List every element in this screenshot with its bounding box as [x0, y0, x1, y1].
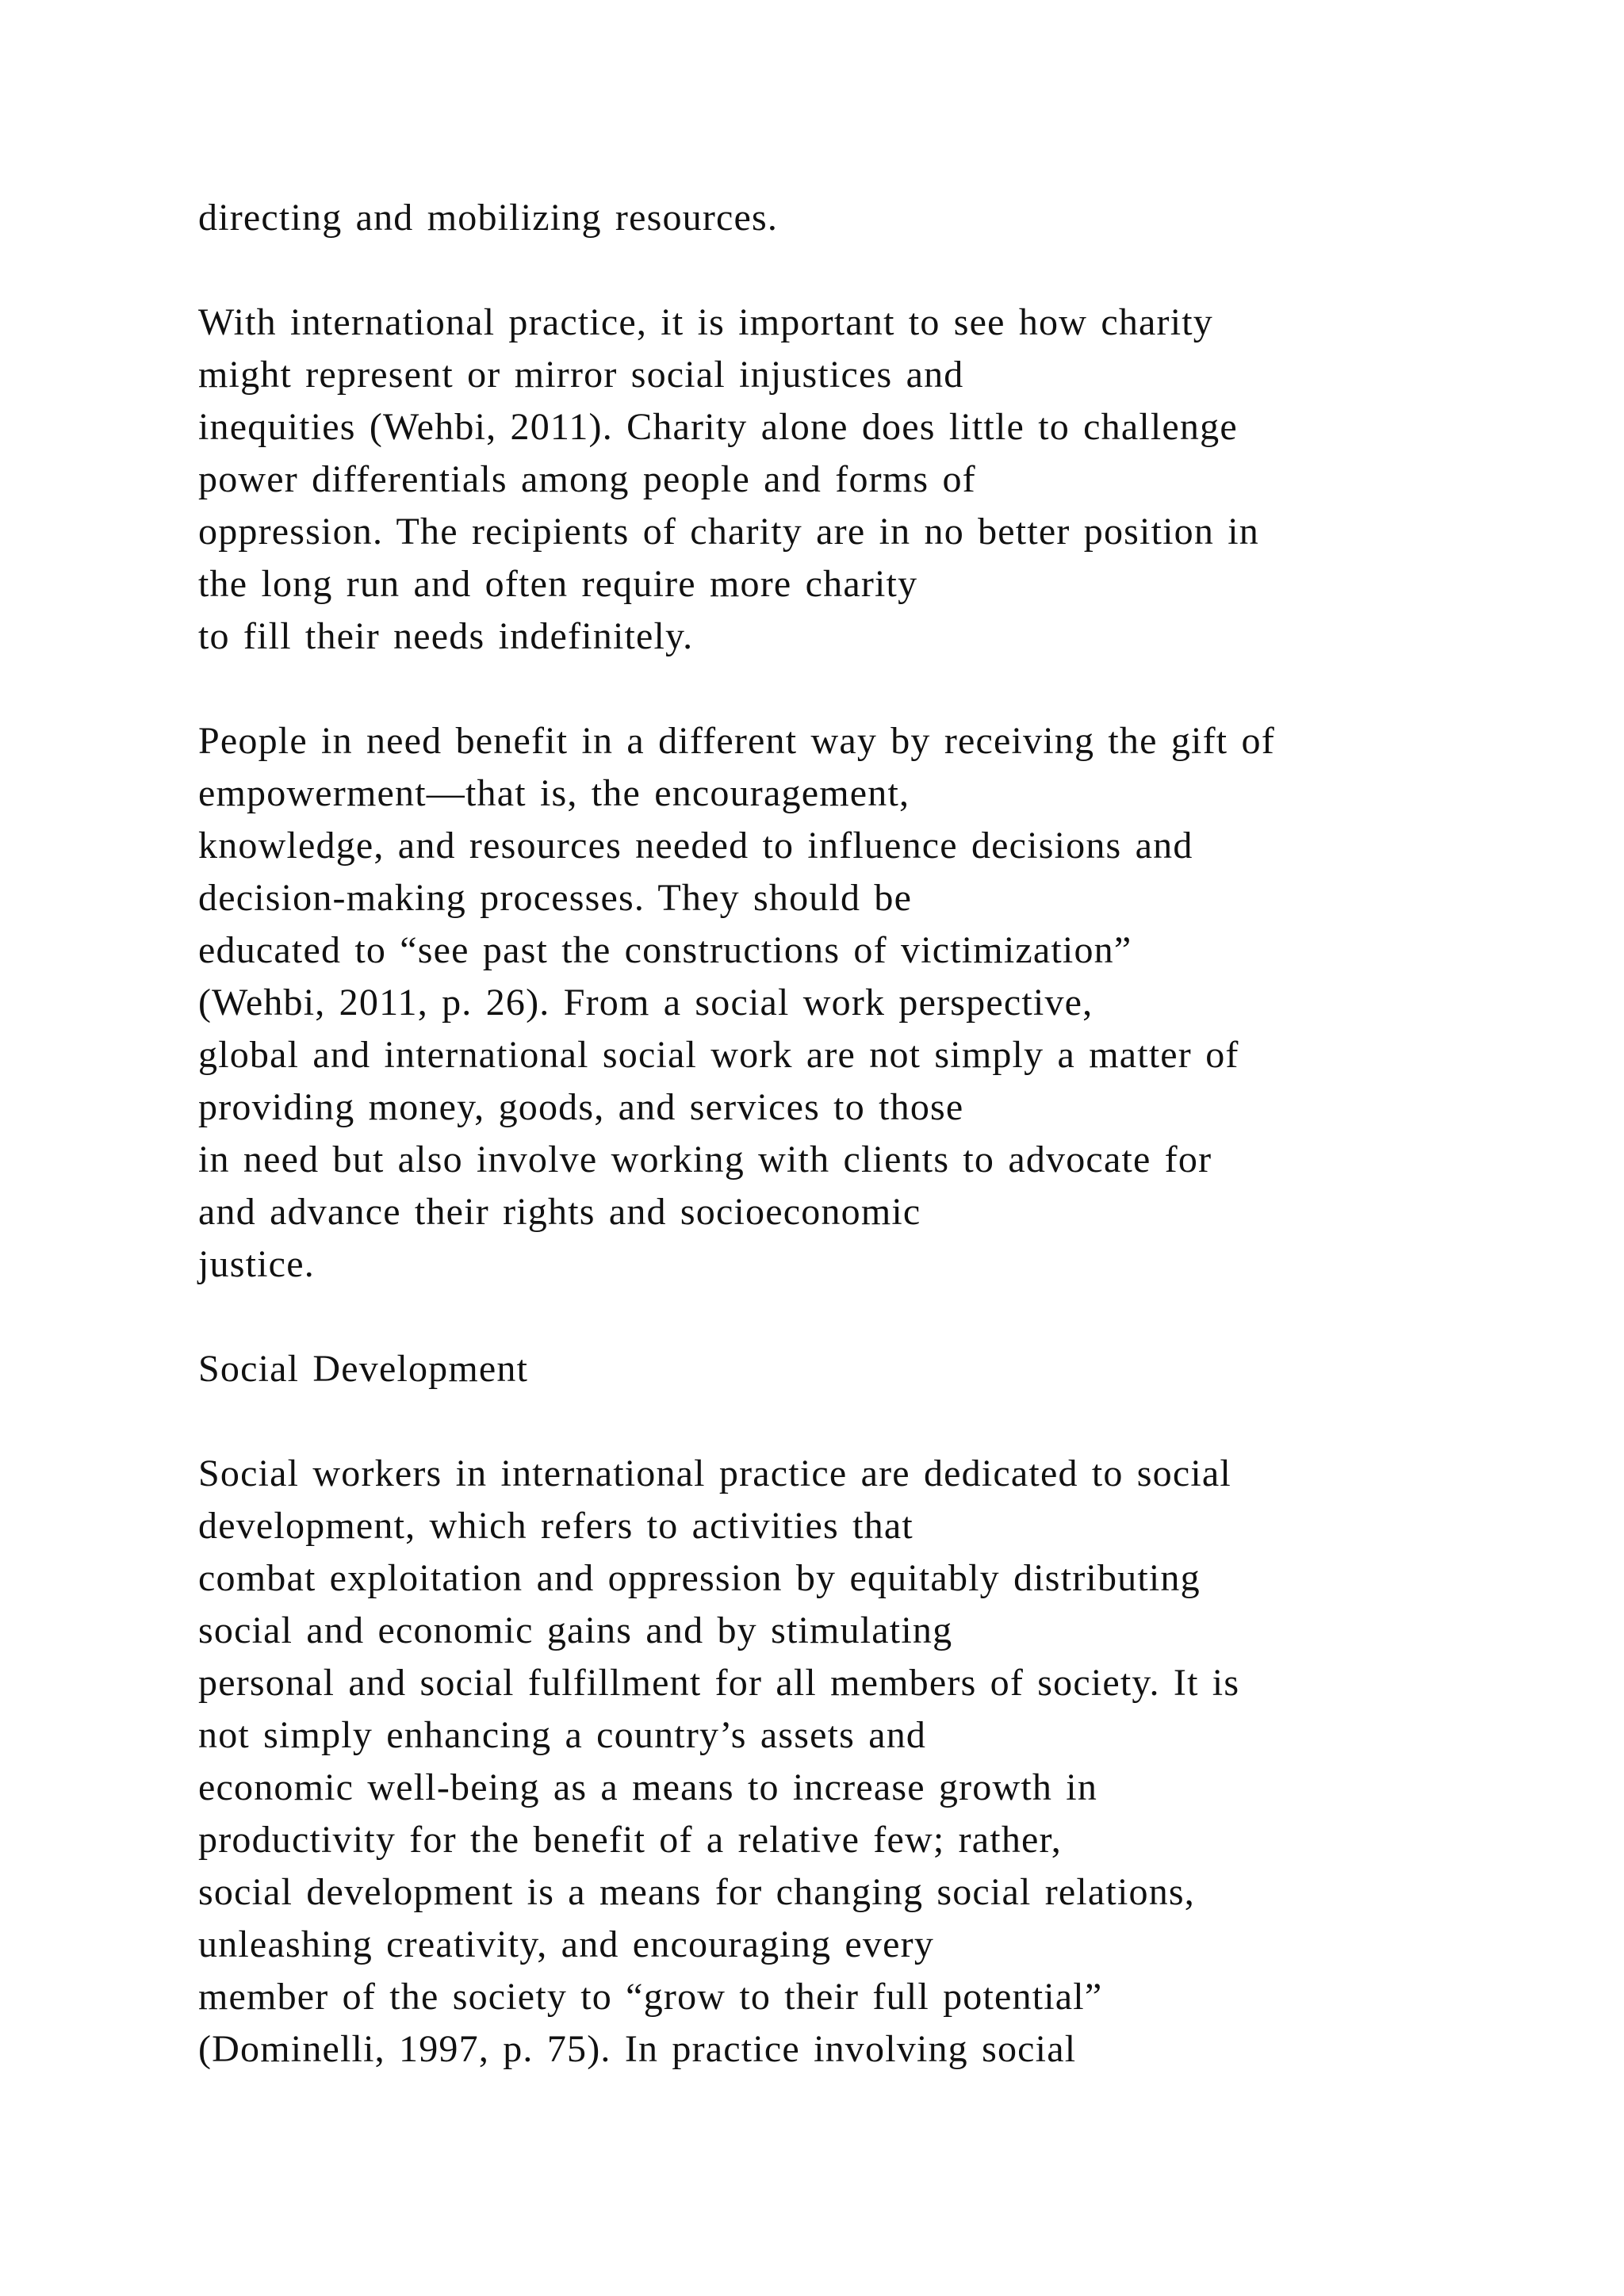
text-line: Social Development — [198, 1348, 529, 1390]
text-line: justice. — [198, 1243, 315, 1285]
text-line: unleashing creativity, and encouraging every — [198, 1923, 935, 1965]
text-line: social development is a means for changing social relations, — [198, 1871, 1195, 1913]
text-line: development, which refers to activities that — [198, 1505, 914, 1547]
text-line: member of the society to “grow to their full potential” — [198, 1976, 1103, 2018]
text-line: productivity for the benefit of a relative few; rather, — [198, 1819, 1062, 1861]
text-line: social and economic gains and by stimulating — [198, 1609, 953, 1651]
text-line: providing money, goods, and services to those — [198, 1086, 964, 1128]
text-line: (Dominelli, 1997, p. 75). In practice involving social — [198, 2028, 1077, 2070]
text-line: combat exploitation and oppression by equitably distributing — [198, 1557, 1201, 1599]
text-line: inequities (Wehbi, 2011). Charity alone does little to challenge — [198, 406, 1238, 448]
text-line: and advance their rights and socioeconomic — [198, 1191, 921, 1233]
text-line: not simply enhancing a country’s assets and — [198, 1714, 927, 1756]
paragraph-break — [198, 663, 1562, 715]
text-line: economic well-being as a means to increase growth in — [198, 1766, 1098, 1808]
text-line: global and international social work are not simply a matter of — [198, 1034, 1239, 1076]
text-line: People in need benefit in a different way by receiving the gift of — [198, 720, 1275, 762]
text-line: might represent or mirror social injustices and — [198, 354, 964, 396]
paragraph-break — [198, 1291, 1562, 1343]
text-line: oppression. The recipients of charity are in no better position in — [198, 511, 1259, 553]
text-line: personal and social fulfillment for all members of society. It is — [198, 1662, 1240, 1704]
paragraph-break — [198, 244, 1562, 297]
paragraph-break — [198, 1395, 1562, 1448]
text-line: the long run and often require more charity — [198, 563, 918, 605]
text-line: (Wehbi, 2011, p. 26). From a social work perspective, — [198, 982, 1094, 1024]
text-line: knowledge, and resources needed to influence decisions and — [198, 825, 1193, 867]
text-line: Social workers in international practice are dedicated to social — [198, 1452, 1231, 1494]
text-line: decision-making processes. They should be — [198, 877, 913, 919]
text-line: in need but also involve working with clients to advocate for — [198, 1138, 1212, 1181]
text-line: to fill their needs indefinitely. — [198, 615, 694, 657]
text-line: empowerment—that is, the encouragement, — [198, 772, 910, 814]
text-line: power differentials among people and forms of — [198, 458, 976, 500]
text-line: directing and mobilizing resources. — [198, 197, 779, 239]
document-body-text — [198, 192, 1562, 2076]
text-line: educated to “see past the constructions of victimization” — [198, 929, 1132, 971]
text-line: With international practice, it is important to see how charity — [198, 301, 1213, 343]
